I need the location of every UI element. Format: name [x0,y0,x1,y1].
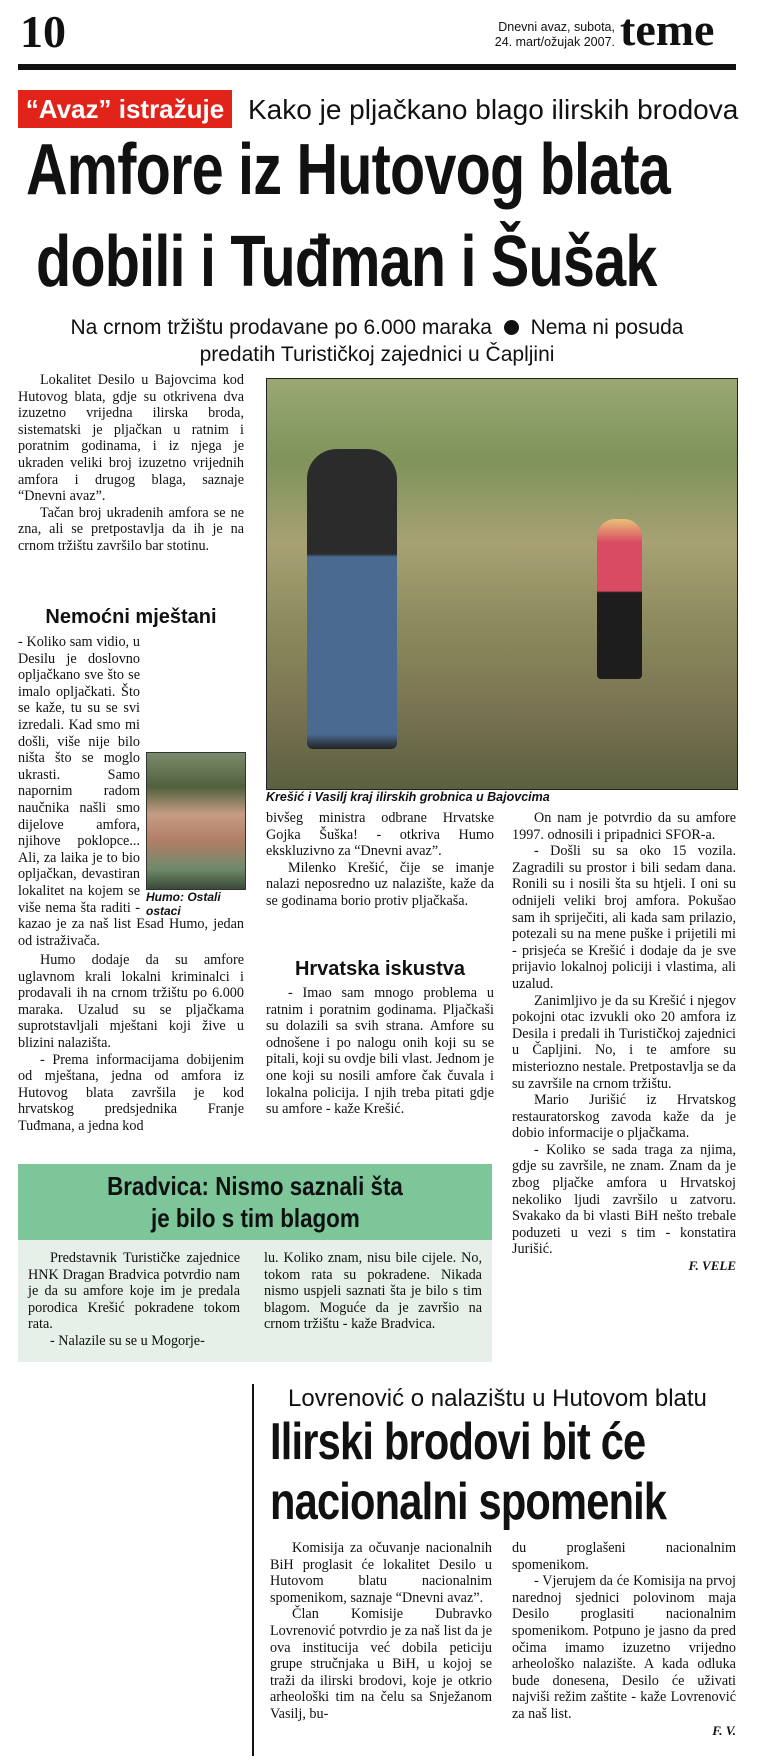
column-1-top [18,372,244,555]
bullet-icon [504,320,519,335]
paragraph: Član Komisije Dubravko Lovrenović potvrdio je za naš list da je ova institucija već dobila peticiju grupe stručnjaka u BiH, u kojoj se traži da ilirski brodovi, koje je otkrio arheološki tim na čelu sa Snježanom Vasilj, bu- [270,1606,492,1722]
deck-line-3: predatih Turističkoj zajednici u Čapljini [199,343,555,366]
paragraph: Tačan broj ukradenih amfora se ne zna, ali se pretpostavlja da ih je na crnom tržištu završilo bar stotinu. [18,504,244,554]
column-2-bottom [266,985,494,1118]
main-photo [266,378,738,790]
column-3 [512,810,736,1275]
headline-line-2: dobili i Tuđman i Šušak [36,222,657,302]
second-kicker: Lovrenović o nalazištu u Hutovom blatu [288,1385,707,1412]
header-rule [18,64,736,70]
photo-caption: Krešić i Vasilj kraj ilirskih grobnica u Bajovcima [266,790,550,804]
second-col-2 [512,1540,736,1739]
date-line-2: 24. mart/ožujak 2007. [494,35,615,49]
box-col-2 [264,1250,482,1333]
portrait-image [146,752,246,890]
paragraph: - Koliko sam vidio, u Desilu je doslovno opljačkano sve što se imalo opljačkati. Što se kaže, tu su se svi izredali. Kad smo mi došli, više nije bilo ništa što se moglo ukrasti. Samo napornim radom naučnika našli smo dijelove amfora, njihove poklopce... Ali, za laika je to bio opljačkan, devastiran lokalitet na kojem se više nema šta raditi - kazao je za naš list Esad Humo, jedan od istraživača. [18,634,244,949]
page-number: 10 [20,6,66,57]
paragraph: du proglašeni nacionalnim spomenikom. [512,1540,736,1573]
paragraph: - Došli su sa oko 15 vozila. Zagradili su prostor i bili sedam dana. Ronili su i nosili šta su htjeli. I oni su odnijeli veliki broj amfora. Pokušao sam ih spriječiti, ali kada sam prilazio, potezali su na mene puške i prijetili mi - prisjeća se Krešić i dodaje da je sve prijavio lokalnoj policiji i vlastima, ali uzalud. [512,843,736,992]
kicker-badge: “Avaz” istražuje [18,90,232,128]
paragraph: Zanimljivo je da su Krešić i njegov pokojni otac izvukli oko 20 amfora iz Desila i predali ih Turističkoj zajednici u Čapljini. No, i te amfore su misteriozno nestale. Pretpostavlja se da su završile na crnom tržištu. [512,992,736,1092]
box-title-line-1: Bradvica: Nismo saznali šta [107,1171,403,1201]
second-col-1 [270,1540,492,1723]
paragraph: Mario Jurišić iz Hrvatskog restauratorskog zavoda kaže da je dobio informacije o pljačkama. [512,1092,736,1142]
headline-line-1: Amfore iz Hutovog blata [26,130,671,210]
date-line [470,20,615,50]
signature: F. VELE [688,1258,736,1274]
paragraph: Predstavnik Turističke zajednice HNK Dragan Bradvica potvrdio nam je da su amfore koje im je predala porodica Krešić pokradene tokom rata. [28,1250,240,1333]
deck [18,314,736,368]
section-label: teme [620,4,715,55]
paragraph: Komisija za očuvanje nacionalnih BiH proglasit će lokalitet Desilo u Hutovom blatu nacionalnim spomenikom, saznaje “Dnevni avaz”. [270,1540,492,1606]
paragraph: bivšeg ministra odbrane Hrvatske Gojka Šuška! - otkriva Humo ekskluzivno za “Dnevni avaz”. [266,810,494,860]
second-headline-line-2: nacionalni spomenik [270,1473,667,1531]
paragraph: - Koliko se sada traga za njima, gdje su završile, ne znam. Znam da je zbog pljačke amfora u Hrvatskoj nekoliko ljudi završilo u zatvoru. Svakako da bi vlasti BiH nešto trebale poduzeti u vezi s tim - konstatira Jurišić. [512,1141,736,1258]
portrait-caption: Humo: Ostali ostaci [146,890,221,918]
second-article-rule [252,1384,254,1756]
subhead-hrvatska: Hrvatska iskustva [294,958,466,980]
paragraph: Milenko Krešić, čije se imanje nalazi neposredno uz nalazište, kaže da se godinama borio protiv pljačkaša. [266,859,494,909]
column-2-top [266,810,494,910]
paragraph: On nam je potvrdio da su amfore 1997. odnosili i pripadnici SFOR-a. [512,810,736,843]
kicker-text: Kako je pljačkano blago ilirskih brodova [248,94,739,125]
second-headline-line-1: Ilirski brodovi bit će [270,1413,646,1471]
box-title-line-2: je bilo s tim blagom [150,1203,360,1233]
paragraph: Humo dodaje da su amfore uglavnom krali lokalni kriminalci i prodavali ih na crnom tržištu po 6.000 maraka. Uzalud su se pljačkama suprotstavljali mještani koji žive u blizini nalazišta. [18,952,244,1051]
paragraph: - Vjerujem da će Komisija na prvoj narednoj sjednici polovinom maja Desilo proglasiti nacionalnim spomenikom. Potpuno je jasno da pred očima imamo izuzetno vrijedno arheološko nalazište. A kada odluka bude donesena, Desilo će uživati najviši režim zaštite - kaže Lovrenović za naš list. [512,1573,736,1722]
paragraph: Lokalitet Desilo u Bajovcima kod Hutovog blata, gdje su otkrivena dva izuzetno vrijedna ilirska broda, sistematski je pljačkan u ratnim i poratnim godinama, i iz njega je ukraden veliki broj izuzetno vrijednih amfora i drugog blaga, saznaje “Dnevni avaz”. [18,372,244,505]
person-woman [597,519,642,679]
column-1-bottom [18,952,244,1135]
paragraph: - Nalazile su se u Mogorje- [50,1332,205,1349]
paragraph: - Prema informacijama dobijenim od mještana, jedna od amfora iz Hutovog blata završila je kod hrvatskog predsjednika Franje Tuđmana, a jedna kod [18,1051,244,1134]
paragraph: - Imao sam mnogo problema u ratnim i poratnim godinama. Pljačkaši su dolazili sa svih strana. Amfore su odnošene i po nalogu onih koji su se pitali, koji su ovdje bili vlast. Jednom je one koji su nosili amfore čak čuvala i lokalna policija. I njih treba pitati gdje su amfore - kaže Krešić. [266,985,494,1118]
sidebar-box [18,1164,492,1362]
second-signature: F. V. [712,1722,736,1738]
box-title [18,1164,492,1240]
portrait-photo [146,752,244,918]
subhead-nemocni: Nemoćni mještani [45,606,217,628]
paragraph: lu. Koliko znam, nisu bile cijele. No, tokom rata su pokradene. Nikada nismo uspjeli saznati šta je bilo s tim blagom. Moguće da je završio na crnom tržištu - kaže Bradvica. [264,1250,482,1333]
deck-line-1: Na crnom tržištu prodavane po 6.000 maraka [70,316,492,339]
deck-line-2: Nema ni posuda [530,316,684,339]
date-line-1: Dnevni avaz, subota, [498,20,615,34]
column-1-mid [18,634,244,949]
person-man [307,449,397,749]
box-col-1 [28,1250,240,1350]
